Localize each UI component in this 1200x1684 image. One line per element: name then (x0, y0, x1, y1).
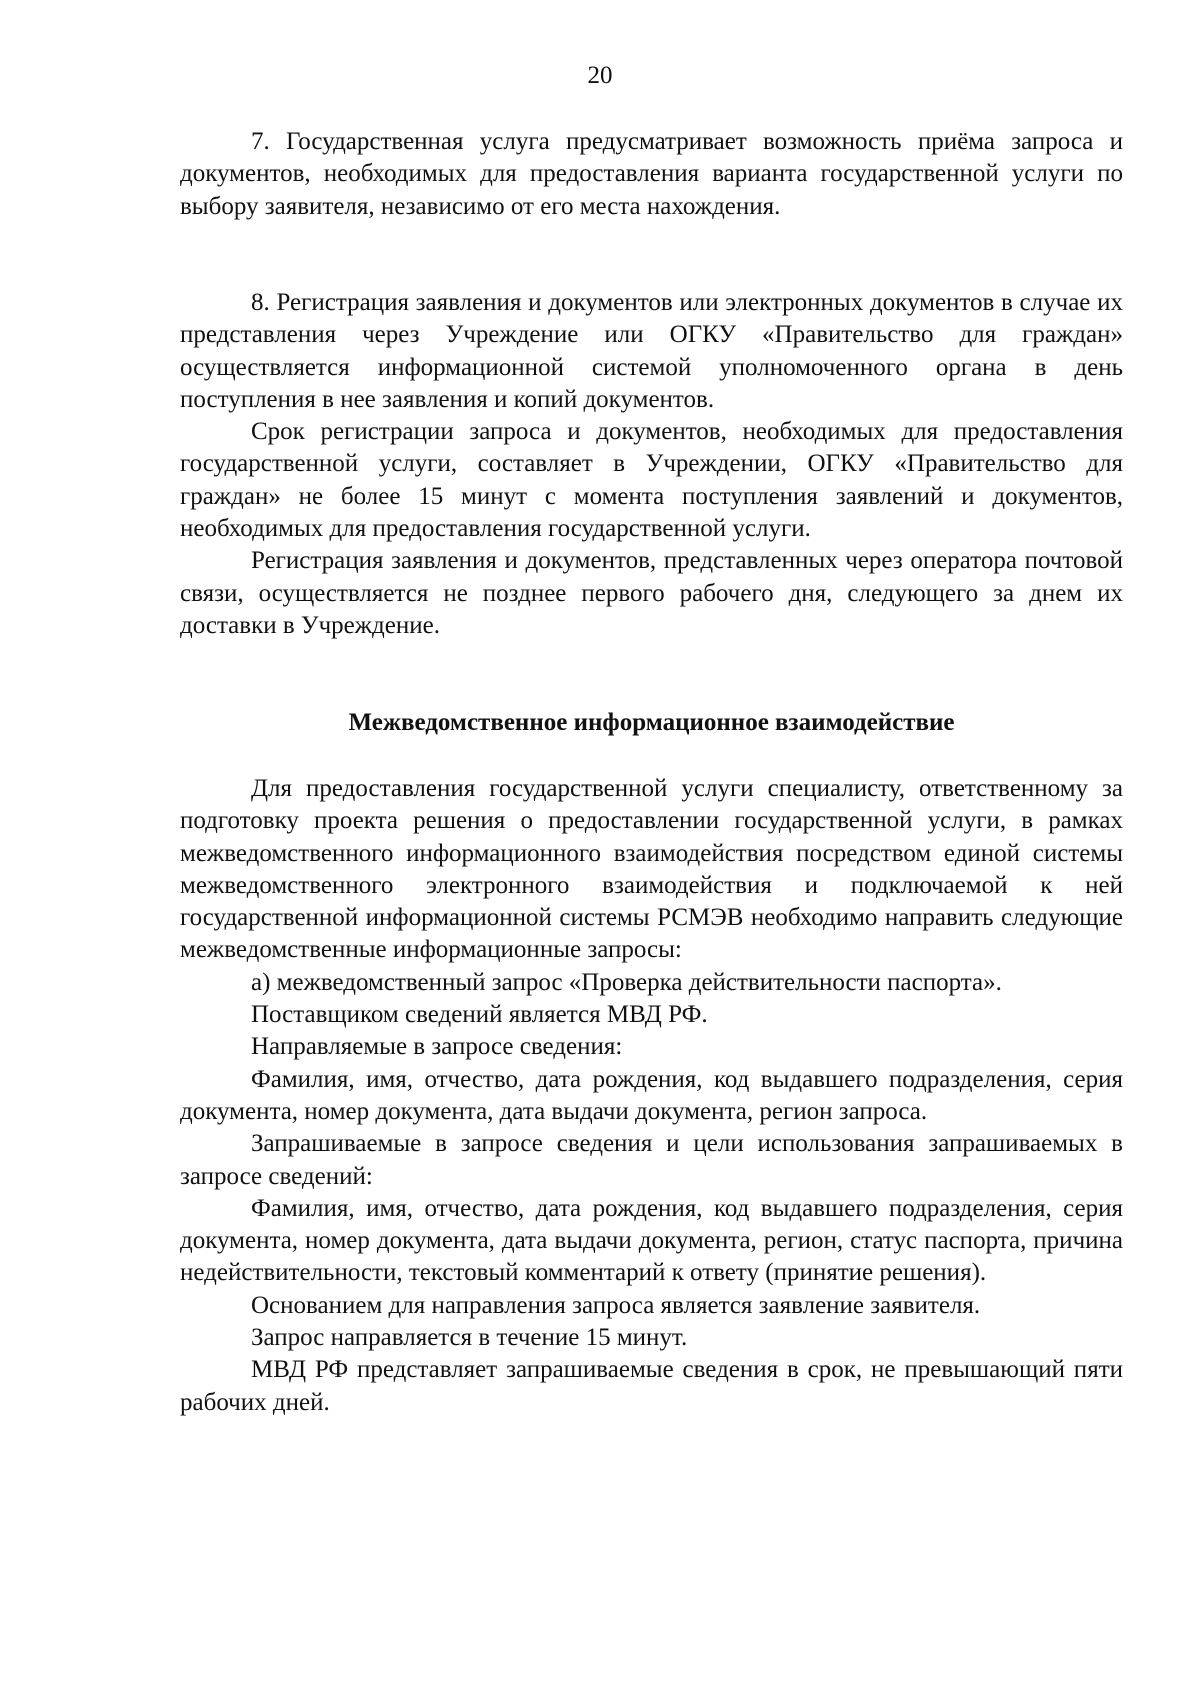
paragraph: 7. Государственная услуга предусматривает возможность приёма запроса и документов, необходимых для предоставления варианта государственной услуги по выбору заявителя, независимо от его места нахождения. (180, 128, 1123, 220)
paragraph: Регистрация заявления и документов, представленных через оператора почтовой связи, осуществляется не позднее первого рабочего дня, следующего за днем их доставки в Учреждение. (180, 547, 1123, 639)
paragraph: а) межведомственный запрос «Проверка действительности паспорта». (251, 968, 1002, 996)
paragraph: 8. Регистрация заявления и документов или электронных документов в случае их представления через Учреждение или ОГКУ «Правительство для граждан» осуществляется информационной системой уполномоченного органа в день поступления в нее заявления и копий документов. (180, 289, 1123, 413)
paragraph: Основанием для направления запроса является заявление заявителя. (251, 1291, 981, 1319)
section-heading: Межведомственное информационное взаимодействие (348, 709, 955, 736)
paragraph: Фамилия, имя, отчество, дата рождения, код выдавшего подразделения, серия документа, номер документа, дата выдачи документа, регион, статус паспорта, причина недействительности, текстовый комментарий к ответу (принятие решения). (180, 1194, 1123, 1287)
section-item-8 (180, 287, 1123, 642)
interagency-section (180, 773, 1123, 1419)
paragraph: Срок регистрации запроса и документов, необходимых для предоставления государственной услуги, составляет в Учреждении, ОГКУ «Правительство для граждан» не более 15 минут с момента поступления заявлений и документов, необходимых для предоставления государственной услуги. (180, 418, 1123, 543)
section-item-7 (180, 126, 1123, 223)
paragraph: Запрашиваемые в запросе сведения и цели использования запрашиваемых в запросе сведений: (180, 1130, 1123, 1190)
paragraph: Для предоставления государственной услуги специалисту, ответственному за подготовку проекта решения о предоставлении государственной услуги, в рамках межведомственного информационного взаимодействия посредством единой системы межведомственного электронного взаимодействия и подключаемой к ней государственной информационной системы РСМЭВ необходимо направить следующие межведомственные информационные запросы: (180, 775, 1123, 964)
paragraph: Фамилия, имя, отчество, дата рождения, код выдавшего подразделения, серия документа, номер документа, дата выдачи документа, регион запроса. (180, 1065, 1123, 1125)
paragraph: Направляемые в запросе сведения: (251, 1033, 623, 1061)
paragraph: Запрос направляется в течение 15 минут. (251, 1324, 688, 1352)
paragraph: МВД РФ представляет запрашиваемые сведения в срок, не превышающий пяти рабочих дней. (180, 1356, 1123, 1416)
paragraph: Поставщиком сведений является МВД РФ. (251, 1001, 708, 1029)
page-number: 20 (587, 62, 613, 89)
